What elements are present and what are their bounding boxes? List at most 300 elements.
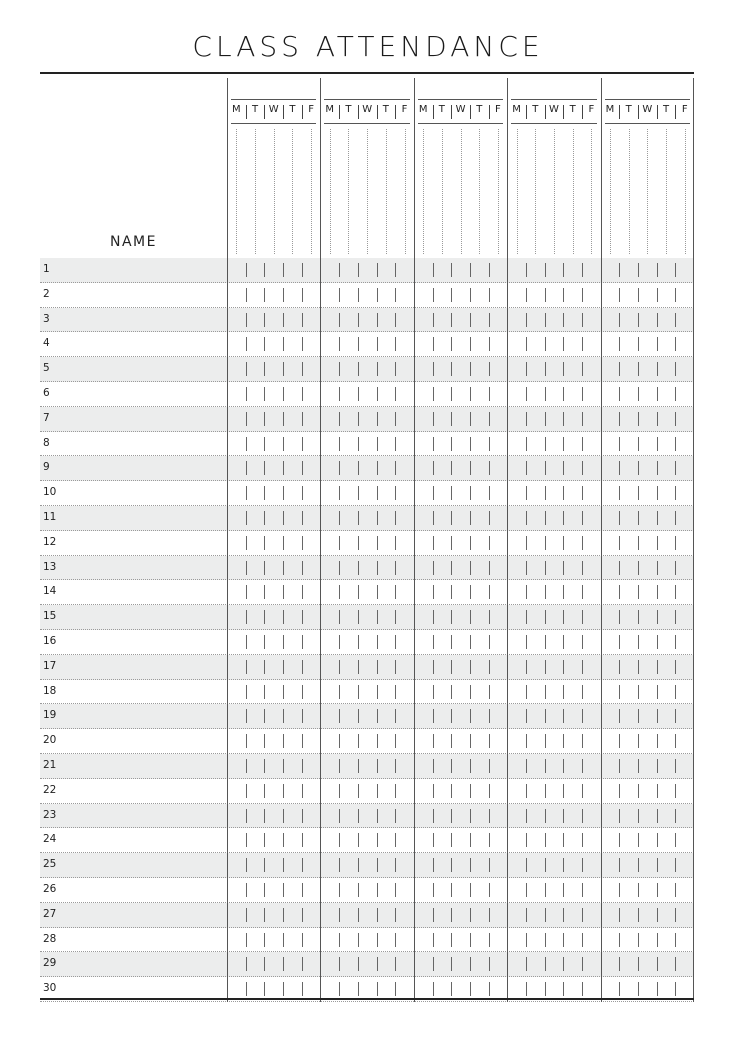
attendance-cell-divider bbox=[619, 858, 620, 872]
attendance-cell-divider bbox=[545, 635, 546, 649]
day-label: T bbox=[625, 104, 632, 115]
week-header-line bbox=[418, 123, 503, 124]
attendance-cell-divider bbox=[675, 362, 676, 376]
attendance-cell-divider bbox=[283, 437, 284, 451]
table-row bbox=[40, 630, 694, 655]
attendance-cell-divider bbox=[451, 337, 452, 351]
attendance-cell-divider bbox=[563, 933, 564, 947]
attendance-cell-divider bbox=[395, 610, 396, 624]
attendance-cell-divider bbox=[264, 536, 265, 550]
attendance-cell-divider bbox=[657, 982, 658, 996]
table-row bbox=[40, 754, 694, 779]
attendance-cell-divider bbox=[657, 833, 658, 847]
attendance-cell-divider bbox=[339, 263, 340, 277]
attendance-cell-divider bbox=[489, 362, 490, 376]
attendance-cell-divider bbox=[302, 833, 303, 847]
attendance-cell-divider bbox=[302, 784, 303, 798]
attendance-cell-divider bbox=[526, 263, 527, 277]
attendance-cell-divider bbox=[489, 635, 490, 649]
attendance-cell-divider bbox=[470, 933, 471, 947]
attendance-cell-divider bbox=[470, 908, 471, 922]
attendance-cell-divider bbox=[619, 313, 620, 327]
day-label: F bbox=[588, 104, 595, 115]
attendance-cell-divider bbox=[563, 685, 564, 699]
attendance-cell-divider bbox=[545, 784, 546, 798]
attendance-cell-divider bbox=[264, 486, 265, 500]
row-number: 26 bbox=[43, 883, 57, 895]
day-column-guide bbox=[535, 129, 536, 254]
attendance-cell-divider bbox=[638, 313, 639, 327]
attendance-cell-divider bbox=[563, 883, 564, 897]
attendance-cell-divider bbox=[582, 437, 583, 451]
attendance-cell-divider bbox=[526, 536, 527, 550]
attendance-cell-divider bbox=[582, 313, 583, 327]
attendance-cell-divider bbox=[563, 784, 564, 798]
attendance-cell-divider bbox=[489, 288, 490, 302]
attendance-cell-divider bbox=[433, 461, 434, 475]
week-header-line bbox=[511, 123, 596, 124]
attendance-cell-divider bbox=[470, 437, 471, 451]
attendance-cell-divider bbox=[395, 461, 396, 475]
attendance-cell-divider bbox=[582, 337, 583, 351]
attendance-cell-divider bbox=[582, 511, 583, 525]
table-row bbox=[40, 853, 694, 878]
attendance-cell-divider bbox=[582, 784, 583, 798]
attendance-cell-divider bbox=[582, 982, 583, 996]
attendance-cell-divider bbox=[302, 585, 303, 599]
attendance-cell-divider bbox=[526, 585, 527, 599]
attendance-cell-divider bbox=[657, 957, 658, 971]
attendance-cell-divider bbox=[582, 362, 583, 376]
attendance-cell-divider bbox=[657, 461, 658, 475]
attendance-cell-divider bbox=[657, 809, 658, 823]
attendance-cell-divider bbox=[526, 561, 527, 575]
attendance-cell-divider bbox=[619, 610, 620, 624]
attendance-cell-divider bbox=[433, 833, 434, 847]
attendance-cell-divider bbox=[526, 833, 527, 847]
table-row bbox=[40, 779, 694, 804]
attendance-cell-divider bbox=[302, 263, 303, 277]
attendance-cell-divider bbox=[339, 437, 340, 451]
day-separator bbox=[283, 105, 284, 119]
attendance-cell-divider bbox=[489, 709, 490, 723]
attendance-cell-divider bbox=[283, 461, 284, 475]
attendance-cell-divider bbox=[395, 933, 396, 947]
attendance-cell-divider bbox=[470, 387, 471, 401]
attendance-cell-divider bbox=[619, 461, 620, 475]
attendance-cell-divider bbox=[302, 461, 303, 475]
attendance-cell-divider bbox=[395, 709, 396, 723]
attendance-cell-divider bbox=[657, 561, 658, 575]
attendance-cell-divider bbox=[377, 709, 378, 723]
attendance-cell-divider bbox=[470, 337, 471, 351]
attendance-cell-divider bbox=[451, 734, 452, 748]
attendance-cell-divider bbox=[470, 486, 471, 500]
attendance-cell-divider bbox=[264, 561, 265, 575]
attendance-cell-divider bbox=[302, 337, 303, 351]
day-separator bbox=[526, 105, 527, 119]
attendance-cell-divider bbox=[395, 833, 396, 847]
attendance-cell-divider bbox=[246, 585, 247, 599]
attendance-cell-divider bbox=[582, 461, 583, 475]
attendance-cell-divider bbox=[582, 685, 583, 699]
attendance-cell-divider bbox=[283, 660, 284, 674]
day-separator bbox=[619, 105, 620, 119]
attendance-cell-divider bbox=[395, 759, 396, 773]
attendance-cell-divider bbox=[619, 288, 620, 302]
attendance-cell-divider bbox=[470, 709, 471, 723]
table-row bbox=[40, 828, 694, 853]
attendance-cell-divider bbox=[638, 933, 639, 947]
day-label: T bbox=[251, 104, 259, 115]
attendance-cell-divider bbox=[619, 833, 620, 847]
attendance-cell-divider bbox=[489, 486, 490, 500]
attendance-cell-divider bbox=[377, 982, 378, 996]
attendance-cell-divider bbox=[526, 660, 527, 674]
attendance-cell-divider bbox=[545, 486, 546, 500]
attendance-cell-divider bbox=[657, 734, 658, 748]
attendance-cell-divider bbox=[451, 610, 452, 624]
day-label: T bbox=[569, 104, 576, 115]
table-row bbox=[40, 258, 694, 283]
attendance-cell-divider bbox=[433, 933, 434, 947]
attendance-cell-divider bbox=[638, 561, 639, 575]
attendance-cell-divider bbox=[526, 982, 527, 996]
attendance-cell-divider bbox=[526, 337, 527, 351]
attendance-cell-divider bbox=[526, 933, 527, 947]
attendance-cell-divider bbox=[526, 511, 527, 525]
attendance-cell-divider bbox=[675, 337, 676, 351]
attendance-cell-divider bbox=[675, 759, 676, 773]
attendance-cell-divider bbox=[358, 784, 359, 798]
attendance-cell-divider bbox=[377, 858, 378, 872]
attendance-cell-divider bbox=[377, 883, 378, 897]
attendance-cell-divider bbox=[264, 412, 265, 426]
attendance-cell-divider bbox=[563, 982, 564, 996]
day-separator bbox=[377, 105, 378, 119]
attendance-cell-divider bbox=[377, 387, 378, 401]
attendance-cell-divider bbox=[489, 759, 490, 773]
attendance-cell-divider bbox=[619, 734, 620, 748]
attendance-cell-divider bbox=[377, 685, 378, 699]
attendance-cell-divider bbox=[302, 734, 303, 748]
attendance-cell-divider bbox=[358, 809, 359, 823]
attendance-cell-divider bbox=[657, 635, 658, 649]
attendance-cell-divider bbox=[619, 933, 620, 947]
attendance-cell-divider bbox=[545, 387, 546, 401]
attendance-cell-divider bbox=[358, 709, 359, 723]
attendance-cell-divider bbox=[675, 610, 676, 624]
attendance-cell-divider bbox=[395, 511, 396, 525]
attendance-cell-divider bbox=[545, 263, 546, 277]
attendance-cell-divider bbox=[264, 709, 265, 723]
attendance-cell-divider bbox=[545, 982, 546, 996]
attendance-cell-divider bbox=[489, 809, 490, 823]
attendance-cell-divider bbox=[638, 288, 639, 302]
attendance-cell-divider bbox=[563, 957, 564, 971]
attendance-cell-divider bbox=[638, 982, 639, 996]
row-number: 10 bbox=[43, 486, 57, 499]
attendance-cell-divider bbox=[283, 709, 284, 723]
attendance-cell-divider bbox=[657, 759, 658, 773]
attendance-cell-divider bbox=[563, 610, 564, 624]
attendance-cell-divider bbox=[675, 809, 676, 823]
attendance-cell-divider bbox=[619, 685, 620, 699]
attendance-cell-divider bbox=[657, 313, 658, 327]
attendance-cell-divider bbox=[302, 486, 303, 500]
attendance-cell-divider bbox=[433, 709, 434, 723]
attendance-cell-divider bbox=[675, 635, 676, 649]
row-number: 25 bbox=[43, 858, 57, 871]
week-header-line bbox=[605, 123, 690, 124]
attendance-cell-divider bbox=[675, 461, 676, 475]
attendance-cell-divider bbox=[675, 660, 676, 674]
day-separator bbox=[451, 105, 452, 119]
bottom-rule bbox=[40, 998, 694, 1000]
attendance-cell-divider bbox=[377, 437, 378, 451]
day-column-guide bbox=[274, 129, 275, 254]
attendance-cell-divider bbox=[470, 734, 471, 748]
attendance-cell-divider bbox=[489, 536, 490, 550]
row-number: 29 bbox=[43, 957, 57, 970]
day-column-guide bbox=[311, 129, 312, 254]
attendance-cell-divider bbox=[582, 734, 583, 748]
attendance-cell-divider bbox=[433, 784, 434, 798]
attendance-cell-divider bbox=[638, 437, 639, 451]
attendance-cell-divider bbox=[451, 809, 452, 823]
attendance-cell-divider bbox=[283, 833, 284, 847]
attendance-cell-divider bbox=[246, 833, 247, 847]
attendance-cell-divider bbox=[657, 883, 658, 897]
attendance-cell-divider bbox=[283, 511, 284, 525]
day-column-guide bbox=[666, 129, 667, 254]
attendance-cell-divider bbox=[246, 561, 247, 575]
attendance-cell-divider bbox=[283, 387, 284, 401]
attendance-cell-divider bbox=[246, 908, 247, 922]
attendance-cell-divider bbox=[339, 734, 340, 748]
attendance-cell-divider bbox=[377, 784, 378, 798]
attendance-cell-divider bbox=[264, 362, 265, 376]
attendance-cell-divider bbox=[264, 734, 265, 748]
attendance-cell-divider bbox=[377, 362, 378, 376]
attendance-cell-divider bbox=[582, 883, 583, 897]
attendance-cell-divider bbox=[246, 461, 247, 475]
attendance-cell-divider bbox=[339, 908, 340, 922]
attendance-cell-divider bbox=[675, 263, 676, 277]
attendance-cell-divider bbox=[302, 933, 303, 947]
attendance-cell-divider bbox=[358, 437, 359, 451]
day-column-guide bbox=[554, 129, 555, 254]
attendance-cell-divider bbox=[339, 685, 340, 699]
attendance-cell-divider bbox=[526, 759, 527, 773]
row-number: 1 bbox=[43, 263, 50, 275]
attendance-cell-divider bbox=[283, 362, 284, 376]
attendance-cell-divider bbox=[563, 337, 564, 351]
attendance-cell-divider bbox=[638, 362, 639, 376]
attendance-cell-divider bbox=[264, 635, 265, 649]
attendance-cell-divider bbox=[246, 982, 247, 996]
attendance-cell-divider bbox=[283, 957, 284, 971]
day-column-guide bbox=[236, 129, 237, 254]
attendance-cell-divider bbox=[489, 511, 490, 525]
attendance-cell-divider bbox=[619, 982, 620, 996]
attendance-cell-divider bbox=[657, 660, 658, 674]
attendance-cell-divider bbox=[489, 461, 490, 475]
week-divider bbox=[320, 78, 321, 1002]
attendance-cell-divider bbox=[395, 288, 396, 302]
attendance-cell-divider bbox=[451, 933, 452, 947]
attendance-cell-divider bbox=[545, 610, 546, 624]
attendance-cell-divider bbox=[358, 387, 359, 401]
attendance-cell-divider bbox=[619, 337, 620, 351]
attendance-cell-divider bbox=[451, 709, 452, 723]
day-label: T bbox=[476, 104, 483, 115]
row-number: 20 bbox=[43, 734, 57, 747]
attendance-cell-divider bbox=[264, 858, 265, 872]
row-number: 21 bbox=[43, 759, 57, 771]
attendance-cell-divider bbox=[433, 337, 434, 351]
page-title: CLASS ATTENDANCE bbox=[192, 30, 544, 63]
attendance-cell-divider bbox=[545, 858, 546, 872]
attendance-cell-divider bbox=[451, 288, 452, 302]
attendance-cell-divider bbox=[657, 933, 658, 947]
day-separator bbox=[657, 105, 658, 119]
attendance-cell-divider bbox=[302, 412, 303, 426]
attendance-cell-divider bbox=[339, 362, 340, 376]
attendance-cell-divider bbox=[526, 635, 527, 649]
attendance-cell-divider bbox=[339, 660, 340, 674]
attendance-cell-divider bbox=[283, 412, 284, 426]
attendance-cell-divider bbox=[545, 437, 546, 451]
attendance-cell-divider bbox=[470, 461, 471, 475]
attendance-cell-divider bbox=[470, 610, 471, 624]
attendance-cell-divider bbox=[470, 883, 471, 897]
attendance-cell-divider bbox=[302, 536, 303, 550]
attendance-cell-divider bbox=[545, 933, 546, 947]
attendance-cell-divider bbox=[563, 858, 564, 872]
day-label: F bbox=[495, 104, 501, 115]
attendance-cell-divider bbox=[246, 858, 247, 872]
day-label: M bbox=[325, 104, 335, 115]
attendance-cell-divider bbox=[470, 833, 471, 847]
attendance-cell-divider bbox=[657, 908, 658, 922]
attendance-cell-divider bbox=[657, 288, 658, 302]
attendance-cell-divider bbox=[657, 784, 658, 798]
attendance-cell-divider bbox=[264, 982, 265, 996]
row-number: 11 bbox=[43, 511, 57, 523]
attendance-cell-divider bbox=[246, 883, 247, 897]
attendance-cell-divider bbox=[339, 610, 340, 624]
attendance-cell-divider bbox=[638, 734, 639, 748]
attendance-cell-divider bbox=[246, 734, 247, 748]
attendance-cell-divider bbox=[638, 486, 639, 500]
attendance-cell-divider bbox=[657, 511, 658, 525]
attendance-cell-divider bbox=[395, 536, 396, 550]
attendance-cell-divider bbox=[563, 511, 564, 525]
day-label: M bbox=[605, 104, 615, 115]
attendance-cell-divider bbox=[358, 536, 359, 550]
attendance-cell-divider bbox=[395, 387, 396, 401]
attendance-cell-divider bbox=[451, 585, 452, 599]
day-label: T bbox=[532, 104, 539, 115]
attendance-cell-divider bbox=[358, 288, 359, 302]
attendance-cell-divider bbox=[526, 412, 527, 426]
day-column-guide bbox=[517, 129, 518, 254]
attendance-cell-divider bbox=[582, 709, 583, 723]
attendance-cell-divider bbox=[377, 957, 378, 971]
attendance-cell-divider bbox=[433, 263, 434, 277]
attendance-cell-divider bbox=[563, 536, 564, 550]
attendance-cell-divider bbox=[619, 585, 620, 599]
table-row bbox=[40, 357, 694, 382]
attendance-cell-divider bbox=[563, 585, 564, 599]
attendance-cell-divider bbox=[563, 809, 564, 823]
attendance-cell-divider bbox=[526, 486, 527, 500]
attendance-cell-divider bbox=[433, 858, 434, 872]
attendance-cell-divider bbox=[358, 858, 359, 872]
attendance-cell-divider bbox=[358, 759, 359, 773]
attendance-cell-divider bbox=[619, 660, 620, 674]
attendance-cell-divider bbox=[638, 412, 639, 426]
attendance-cell-divider bbox=[489, 734, 490, 748]
attendance-cell-divider bbox=[246, 933, 247, 947]
attendance-cell-divider bbox=[657, 362, 658, 376]
attendance-cell-divider bbox=[638, 511, 639, 525]
day-label: W bbox=[362, 104, 373, 115]
attendance-cell-divider bbox=[638, 784, 639, 798]
attendance-cell-divider bbox=[657, 585, 658, 599]
attendance-cell-divider bbox=[545, 833, 546, 847]
attendance-cell-divider bbox=[339, 957, 340, 971]
attendance-cell-divider bbox=[545, 313, 546, 327]
attendance-cell-divider bbox=[526, 685, 527, 699]
attendance-cell-divider bbox=[582, 933, 583, 947]
attendance-cell-divider bbox=[470, 858, 471, 872]
attendance-cell-divider bbox=[283, 809, 284, 823]
attendance-cell-divider bbox=[489, 585, 490, 599]
attendance-cell-divider bbox=[433, 908, 434, 922]
table-row bbox=[40, 407, 694, 432]
attendance-cell-divider bbox=[339, 412, 340, 426]
attendance-cell-divider bbox=[358, 486, 359, 500]
attendance-cell-divider bbox=[675, 288, 676, 302]
day-column-guide bbox=[330, 129, 331, 254]
attendance-cell-divider bbox=[395, 263, 396, 277]
table-row bbox=[40, 655, 694, 680]
attendance-cell-divider bbox=[619, 784, 620, 798]
attendance-cell-divider bbox=[302, 685, 303, 699]
attendance-cell-divider bbox=[358, 362, 359, 376]
attendance-cell-divider bbox=[470, 536, 471, 550]
attendance-cell-divider bbox=[377, 412, 378, 426]
attendance-cell-divider bbox=[377, 610, 378, 624]
day-separator bbox=[470, 105, 471, 119]
row-number: 12 bbox=[43, 535, 57, 548]
attendance-cell-divider bbox=[283, 685, 284, 699]
attendance-cell-divider bbox=[283, 313, 284, 327]
attendance-cell-divider bbox=[451, 313, 452, 327]
attendance-cell-divider bbox=[358, 313, 359, 327]
attendance-cell-divider bbox=[339, 511, 340, 525]
attendance-cell-divider bbox=[451, 486, 452, 500]
attendance-cell-divider bbox=[563, 833, 564, 847]
attendance-cell-divider bbox=[675, 957, 676, 971]
attendance-cell-divider bbox=[451, 982, 452, 996]
attendance-cell-divider bbox=[395, 337, 396, 351]
day-separator bbox=[339, 105, 340, 119]
attendance-cell-divider bbox=[563, 486, 564, 500]
attendance-cell-divider bbox=[675, 585, 676, 599]
